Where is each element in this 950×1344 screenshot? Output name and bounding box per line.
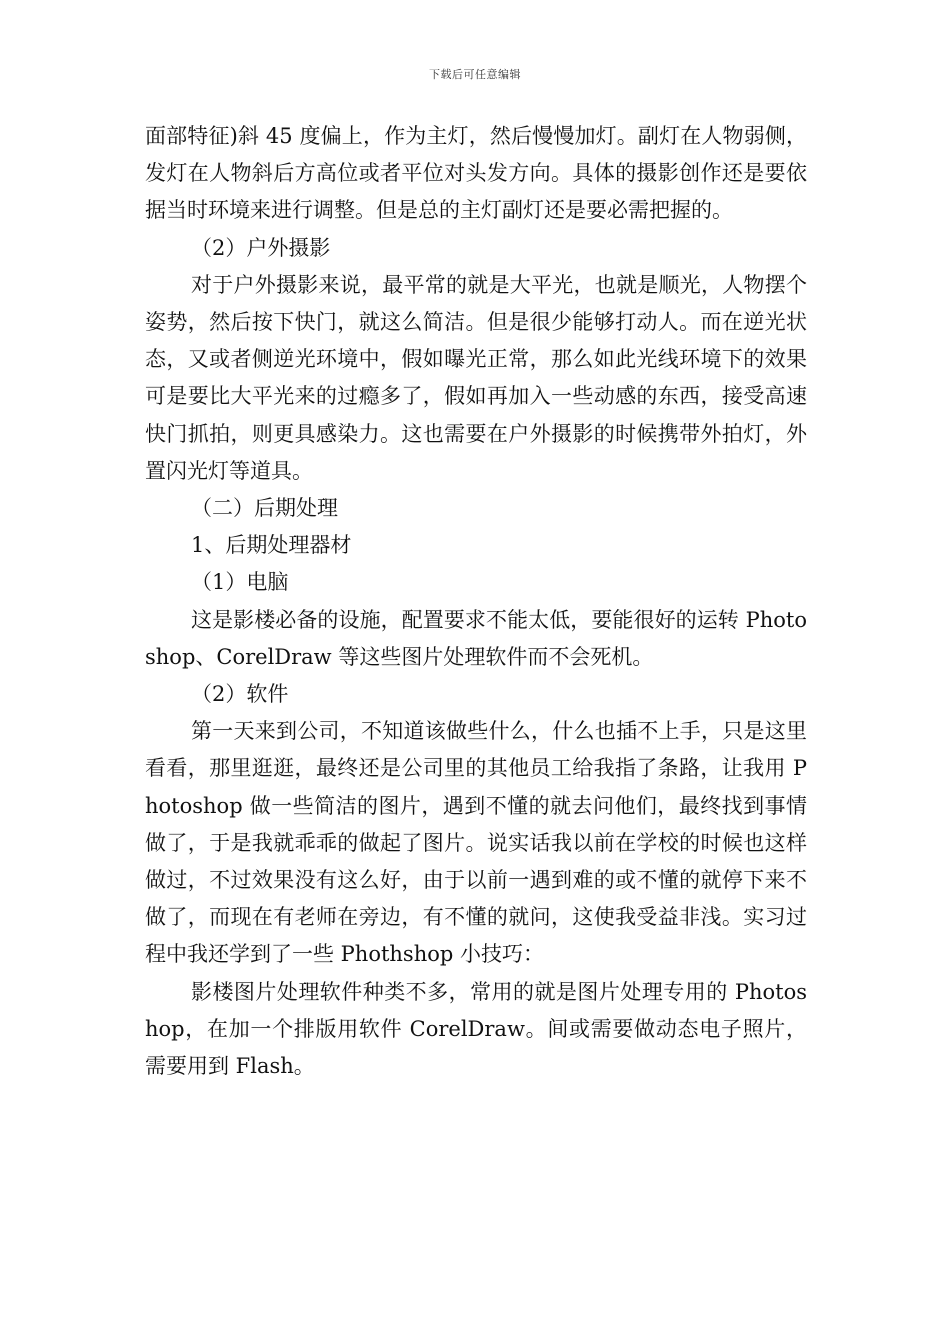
paragraph-outdoor-photography: 对于户外摄影来说，最平常的就是大平光，也就是顺光，人物摆个姿势，然后按下快门，就这么简洁。但是很少能够打动人。而在逆光状态，又或者侧逆光环境中，假如曝光正常，那么如此光线环境下的效果可是要比大平光来的过瘾多了，假如再加入一些动感的东西，接受高速快门抓拍，则更具感染力。这也需要在户外摄影的时候携带外拍灯，外置闪光灯等道具。: [145, 272, 807, 483]
heading-post-processing: （二）后期处理: [191, 496, 338, 521]
heading-software: （2）软件: [191, 682, 289, 707]
page-header: 下载后可任意编辑: [429, 68, 521, 81]
paragraph-lighting-continued: 面部特征)斜 45 度偏上，作为主灯，然后慢慢加灯。副灯在人物弱侧，发灯在人物斜后方高位或者平位对头发方向。具体的摄影创作还是要依据当时环境来进行调整。但是总的主灯副灯还是要必需把握的。: [145, 124, 807, 223]
heading-computer: （1）电脑: [191, 570, 289, 595]
heading-post-processing-equipment: 1、后期处理器材: [191, 533, 352, 558]
document-body: [145, 118, 807, 1085]
paragraph-first-day: 第一天来到公司，不知道该做些什么，什么也插不上手，只是这里看看，那里逛逛，最终还是公司里的其他员工给我指了条路，让我用 Photoshop 做一些简洁的图片，遇到不懂的就去问他们，最终找到事情做了，于是我就乖乖的做起了图片。说实话我以前在学校的时候也这样做过，不过效果没有这么好，由于以前一遇到难的或不懂的就停下来不做了，而现在有老师在旁边，有不懂的就问，这使我受益非浅。实习过程中我还学到了一些 Phothshop 小技巧：: [145, 719, 807, 967]
heading-outdoor-photography: （2）户外摄影: [191, 235, 331, 260]
paragraph-computer: 这是影楼必备的设施，配置要求不能太低，要能很好的运转 Photoshop、CorelDraw 等这些图片处理软件而不会死机。: [145, 607, 807, 669]
paragraph-software-types: 影楼图片处理软件种类不多，常用的就是图片处理专用的 Photoshop，在加一个排版用软件 CorelDraw。间或需要做动态电子照片，需要用到 Flash。: [145, 979, 807, 1079]
